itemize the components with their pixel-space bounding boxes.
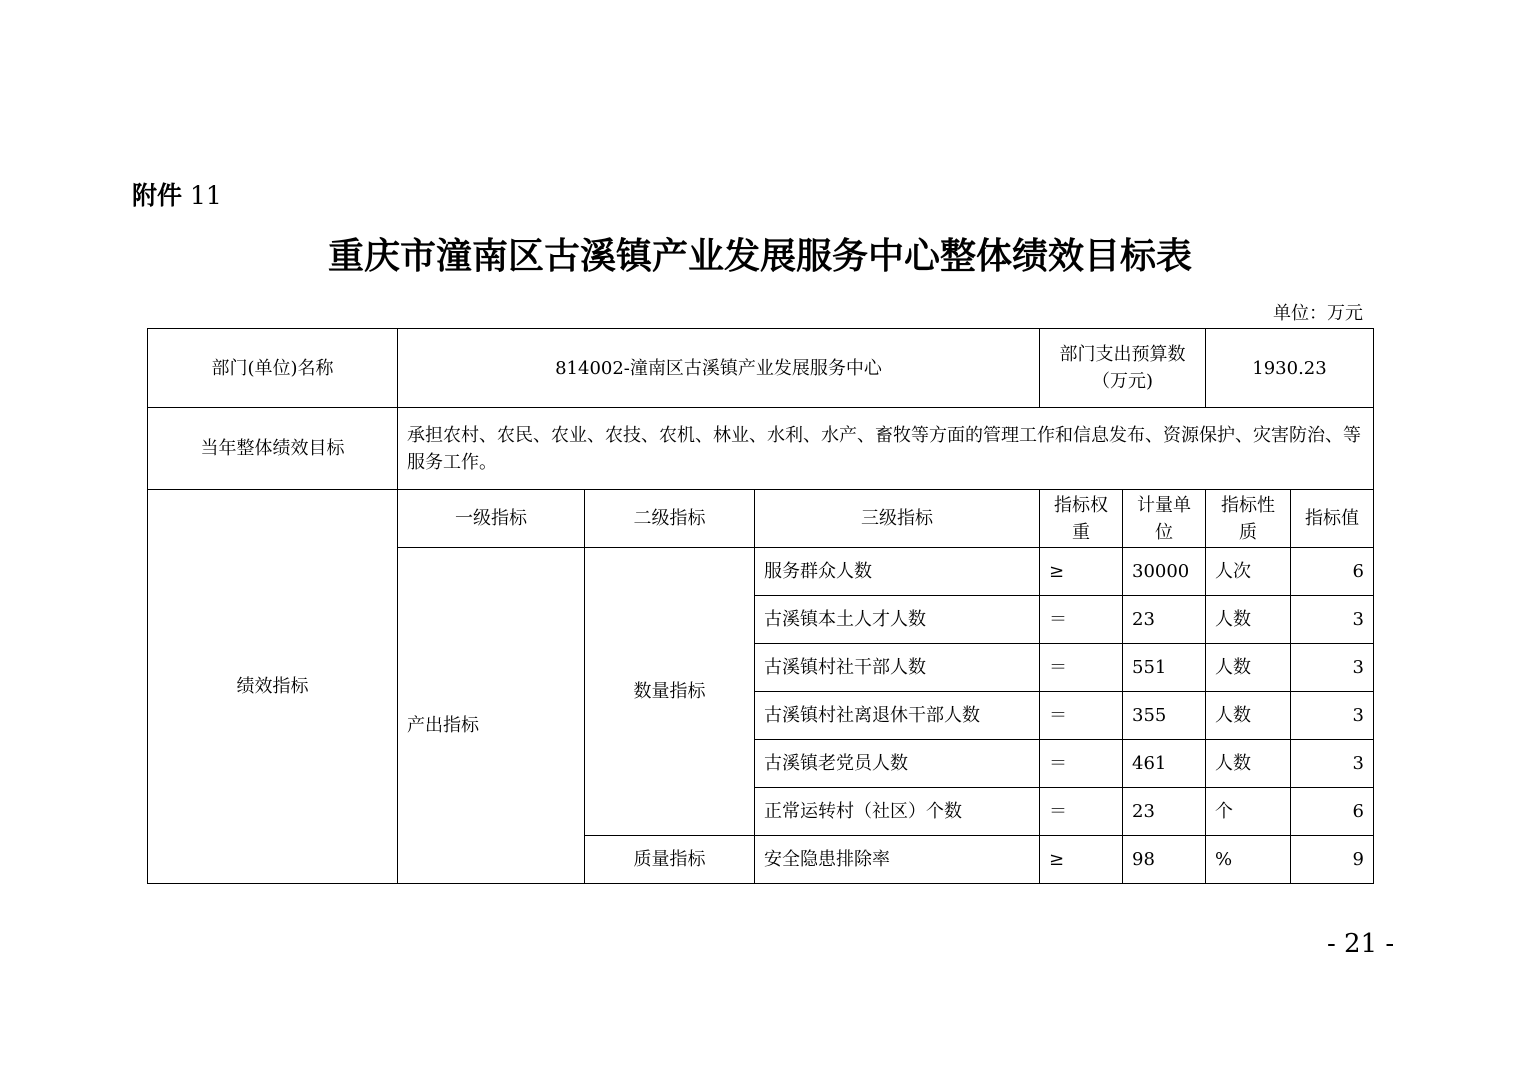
attachment-number: 11 [189, 181, 222, 210]
indicator-unit: 人数 [1206, 596, 1291, 644]
page-title: 重庆市潼南区古溪镇产业发展服务中心整体绩效目标表 [327, 235, 1192, 277]
indicator-value: 6 [1291, 548, 1374, 596]
indicator-operator: ＝ [1040, 596, 1123, 644]
header-unit-line2: 位 [1155, 521, 1173, 543]
indicator-value: 9 [1291, 836, 1374, 884]
indicator-unit: 人数 [1206, 644, 1291, 692]
indicator-value: 6 [1291, 788, 1374, 836]
header-weight [1040, 490, 1123, 548]
indicator-value: 3 [1291, 644, 1374, 692]
indicator-operator: ＝ [1040, 788, 1123, 836]
header-weight-line2: 重 [1072, 521, 1090, 543]
unit-note: 单位：万元 [1273, 303, 1363, 324]
header-unit-line1: 计量单 [1137, 494, 1191, 516]
indicator-operator: ＝ [1040, 644, 1123, 692]
attachment-word: 附件 [132, 181, 183, 210]
performance-indicator-label: 绩效指标 [148, 490, 398, 884]
indicator-unit: 人数 [1206, 740, 1291, 788]
indicator-name: 古溪镇老党员人数 [755, 740, 1040, 788]
indicator-unit: 人数 [1206, 692, 1291, 740]
attachment-label [132, 178, 222, 214]
indicator-name: 安全隐患排除率 [755, 836, 1040, 884]
indicator-name: 古溪镇村社离退休干部人数 [755, 692, 1040, 740]
indicator-amount: 461 [1123, 740, 1206, 788]
indicator-unit: 人次 [1206, 548, 1291, 596]
header-nature [1206, 490, 1291, 548]
indicator-amount: 355 [1123, 692, 1206, 740]
level1-output: 产出指标 [398, 548, 585, 884]
budget-label-line2: （万元) [1091, 371, 1154, 392]
level2-quality: 质量指标 [585, 836, 755, 884]
indicator-name: 正常运转村（社区）个数 [755, 788, 1040, 836]
indicator-header-row [148, 490, 1374, 548]
header-weight-line1: 指标权 [1054, 494, 1108, 516]
budget-label [1040, 329, 1206, 408]
indicator-amount: 23 [1123, 596, 1206, 644]
indicator-name: 服务群众人数 [755, 548, 1040, 596]
department-row [148, 329, 1374, 408]
indicator-amount: 98 [1123, 836, 1206, 884]
dept-name-value: 814002-潼南区古溪镇产业发展服务中心 [398, 329, 1040, 408]
dept-name-label: 部门(单位)名称 [148, 329, 398, 408]
indicator-unit: % [1206, 836, 1291, 884]
indicator-amount: 30000 [1123, 548, 1206, 596]
header-nature-line2: 质 [1239, 521, 1257, 543]
indicator-value: 3 [1291, 692, 1374, 740]
indicator-operator: ≥ [1040, 836, 1123, 884]
indicator-unit: 个 [1206, 788, 1291, 836]
indicator-value: 3 [1291, 596, 1374, 644]
header-nature-line1: 指标性 [1221, 494, 1275, 516]
header-value: 指标值 [1291, 490, 1374, 548]
performance-target-table [147, 328, 1374, 884]
annual-goal-text: 承担农村、农民、农业、农技、农机、林业、水利、水产、畜牧等方面的管理工作和信息发布、资源保护、灾害防治、等服务工作。 [398, 408, 1374, 490]
indicator-operator: ＝ [1040, 692, 1123, 740]
indicator-amount: 551 [1123, 644, 1206, 692]
indicator-value: 3 [1291, 740, 1374, 788]
indicator-name: 古溪镇村社干部人数 [755, 644, 1040, 692]
indicator-amount: 23 [1123, 788, 1206, 836]
indicator-name: 古溪镇本土人才人数 [755, 596, 1040, 644]
budget-value: 1930.23 [1206, 329, 1374, 408]
indicator-operator: ≥ [1040, 548, 1123, 596]
level2-quantity: 数量指标 [585, 548, 755, 836]
annual-goal-row [148, 408, 1374, 490]
header-unit [1123, 490, 1206, 548]
header-level3: 三级指标 [755, 490, 1040, 548]
annual-goal-label: 当年整体绩效目标 [148, 408, 398, 490]
header-level2: 二级指标 [585, 490, 755, 548]
budget-label-line1: 部门支出预算数 [1059, 344, 1186, 365]
page-number: - 21 - [1327, 929, 1395, 959]
header-level1: 一级指标 [398, 490, 585, 548]
indicator-operator: ＝ [1040, 740, 1123, 788]
